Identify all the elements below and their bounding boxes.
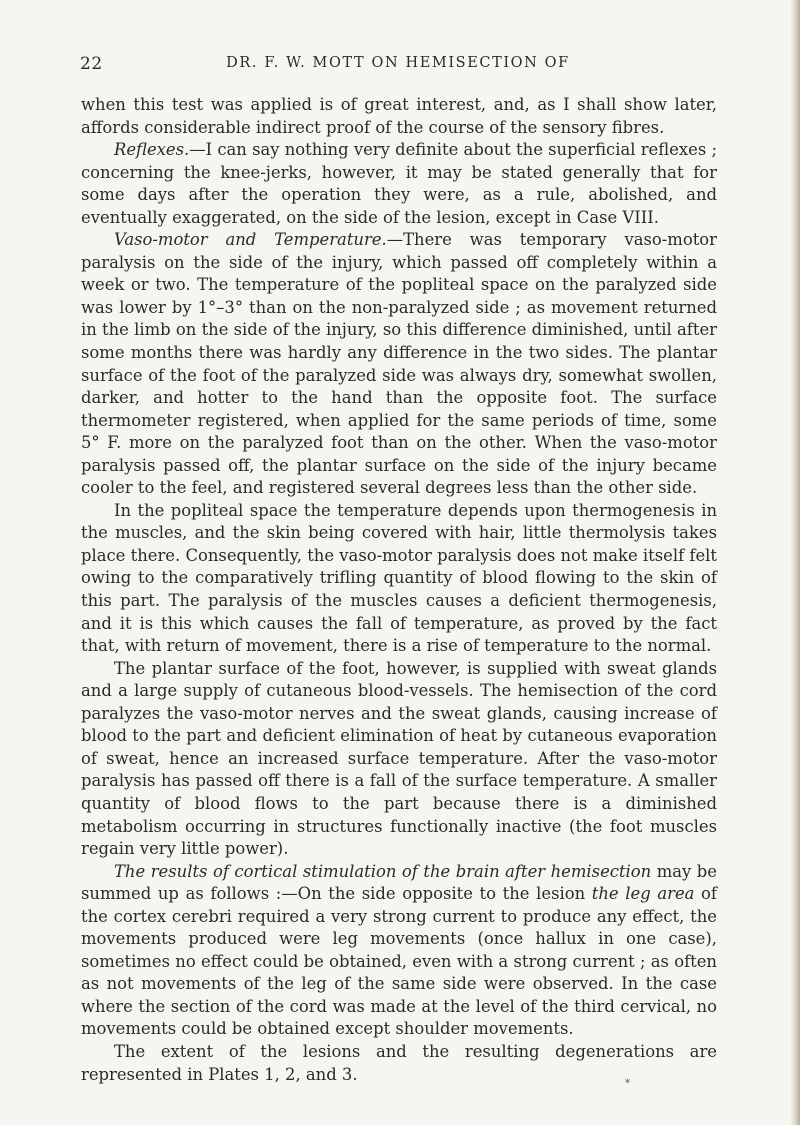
paragraph-cortical [81, 861, 717, 1041]
paragraph-text: may be summed up as follows :—On the side opposite to the lesion [81, 861, 717, 904]
paragraph-plates: The extent of the lesions and the resulting degenerations are represented in Plates 1, 2, and 3. [81, 1041, 717, 1084]
page-edge-shadow [790, 0, 800, 1125]
paragraph-reflexes [81, 139, 717, 229]
italic-phrase: the leg area [591, 884, 695, 904]
printer-mark: * [625, 1078, 630, 1089]
running-head: DR. F. W. MOTT ON HEMISECTION OF [226, 55, 570, 71]
paragraph-text: —I can say nothing very definite about the superficial reflexes ; concerning the knee-jerks, however, it may be stated generally that for some days after the operation they were, as a rule, abolished, and eventually exaggerated, on the side of the lesion, except in Case VIII. [81, 140, 717, 227]
section-heading-vaso-motor: Vaso-motor and Temperature. [114, 230, 387, 250]
page-header [80, 54, 716, 82]
paragraph-plantar: The plantar surface of the foot, however, is supplied with sweat glands and a large supply of cutaneous blood-vessels. The hemisection of the cord paralyzes the vaso-motor nerves and the sweat glands, causing increase of blood to the part and deficient elimination of heat by cutaneous evaporation of sweat, hence an increased surface temperature. After the vaso-motor paralysis has passed off there is a fall of the surface temperature. A smaller quantity of blood flows to the part because there is a diminished metabolism occurring in structures functionally inactive (the foot muscles regain very little power). [81, 658, 717, 859]
paragraph-text: —There was temporary vaso-motor paralysis on the side of the injury, which passed off completely within a week or two. The temperature of the popliteal space on the paralyzed side was lower by 1°–3° than on the non-paralyzed side ; as movement returned in the limb on the side of the injury, so this difference diminished, until after some months there was hardly any difference in the two sides. The plantar surface of the foot of the paralyzed side was always dry, somewhat swollen, darker, and hotter to the hand than the opposite foot. The surface thermometer registered, when applied for the same periods of time, some 5° F. more on the paralyzed foot than on the other. When the vaso-motor paralysis passed off, the plantar surface on the side of the injury became cooler to the feel, and registered several degrees less than the other side. [81, 230, 718, 498]
body-text [81, 94, 717, 1086]
section-heading-reflexes: Reflexes. [114, 140, 190, 160]
page-number: 22 [80, 54, 103, 74]
paragraph-text: of the cortex cerebri required a very strong current to produce any effect, the movements produced were leg movements (once hallux in one case), sometimes no effect could be obtained, even with a strong current ; as often as not movements of the leg of the same side were observed. In the case where the section of the cord was made at the level of the third cervical, no movements could be obtained except shoulder movements. [81, 884, 717, 1039]
paragraph-vaso-motor [81, 229, 717, 500]
paragraph-continuation: when this test was applied is of great interest, and, as I shall show later, affords considerable indirect proof of the course of the sensory fibres. [81, 95, 717, 137]
paragraph-popliteal: In the popliteal space the temperature depends upon thermogenesis in the muscles, and the skin being covered with hair, little thermolysis takes place there. Consequently, the vaso-motor paralysis does not make itself felt owing to the comparatively trifling quantity of blood flowing to the skin of this part. The paralysis of the muscles causes a deficient thermogenesis, and it is this which causes the fall of temperature, as proved by the fact that, with return of movement, there is a rise of temperature to the normal. [81, 500, 717, 656]
section-heading-cortical: The results of cortical stimulation of the brain after hemisection [114, 861, 652, 881]
